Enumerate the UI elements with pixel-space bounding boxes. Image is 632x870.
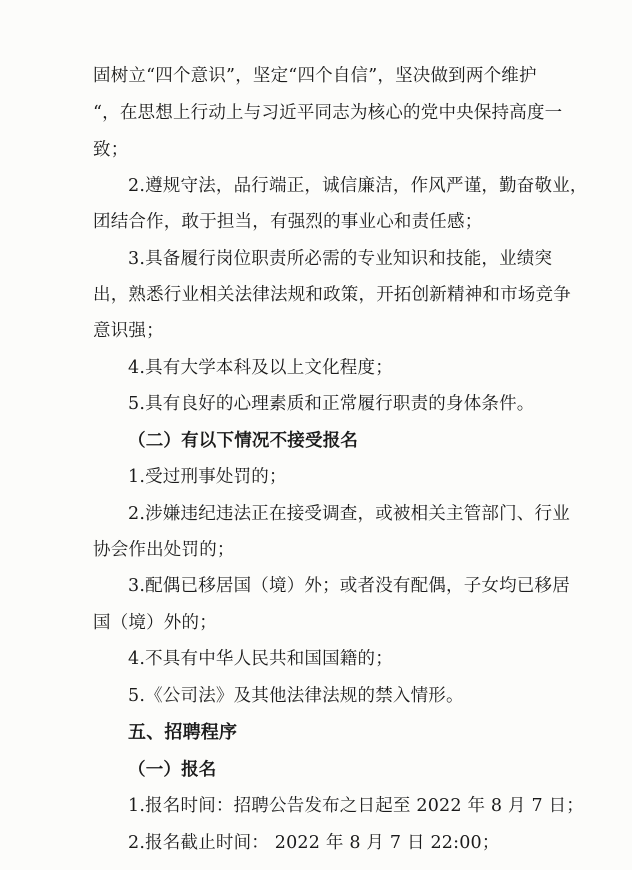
text-line: 致； bbox=[93, 140, 129, 160]
section-heading: （二）有以下情况不接受报名 bbox=[128, 431, 359, 451]
text-line: 1.报名时间：招聘公告发布之日起至 2022 年 8 月 7 日； bbox=[128, 796, 584, 816]
text-line: 4.不具有中华人民共和国国籍的； bbox=[128, 649, 393, 669]
text-line: 2.涉嫌违纪违法正在接受调查，或被相关主管部门、行业 bbox=[128, 504, 570, 524]
text-line: 2.报名截止时间： 2022 年 8 月 7 日 22:00； bbox=[128, 833, 500, 853]
text-line: 出，熟悉行业相关法律法规和政策，开拓创新精神和市场竞争 bbox=[93, 285, 571, 305]
text-line: 团结合作，敢于担当，有强烈的事业心和责任感； bbox=[93, 212, 483, 232]
section-heading: （一）报名 bbox=[128, 760, 217, 780]
text-line: 协会作出处罚的； bbox=[93, 540, 235, 560]
text-line: 固树立“四个意识”，坚定“四个自信”，坚决做到两个维护 bbox=[93, 66, 537, 86]
text-line: 3.配偶已移居国（境）外；或者没有配偶，子女均已移居 bbox=[128, 576, 570, 596]
text-line: 3.具备履行岗位职责所必需的专业知识和技能，业绩突 bbox=[128, 249, 553, 269]
text-line: 5.具有良好的心理素质和正常履行职责的身体条件。 bbox=[128, 394, 535, 414]
text-line: 意识强； bbox=[93, 321, 164, 341]
chapter-heading: 五、招聘程序 bbox=[128, 722, 238, 743]
text-line: 2.遵规守法，品行端正，诚信廉洁，作风严谨，勤奋敬业， bbox=[128, 176, 588, 196]
text-line: 5.《公司法》及其他法律法规的禁入情形。 bbox=[128, 686, 464, 706]
text-line: 国（境）外的； bbox=[93, 613, 217, 633]
text-line: “，在思想上行动上与习近平同志为核心的党中央保持高度一 bbox=[93, 103, 563, 123]
text-line: 4.具有大学本科及以上文化程度； bbox=[128, 358, 393, 378]
text-line: 1.受过刑事处罚的； bbox=[128, 467, 287, 487]
